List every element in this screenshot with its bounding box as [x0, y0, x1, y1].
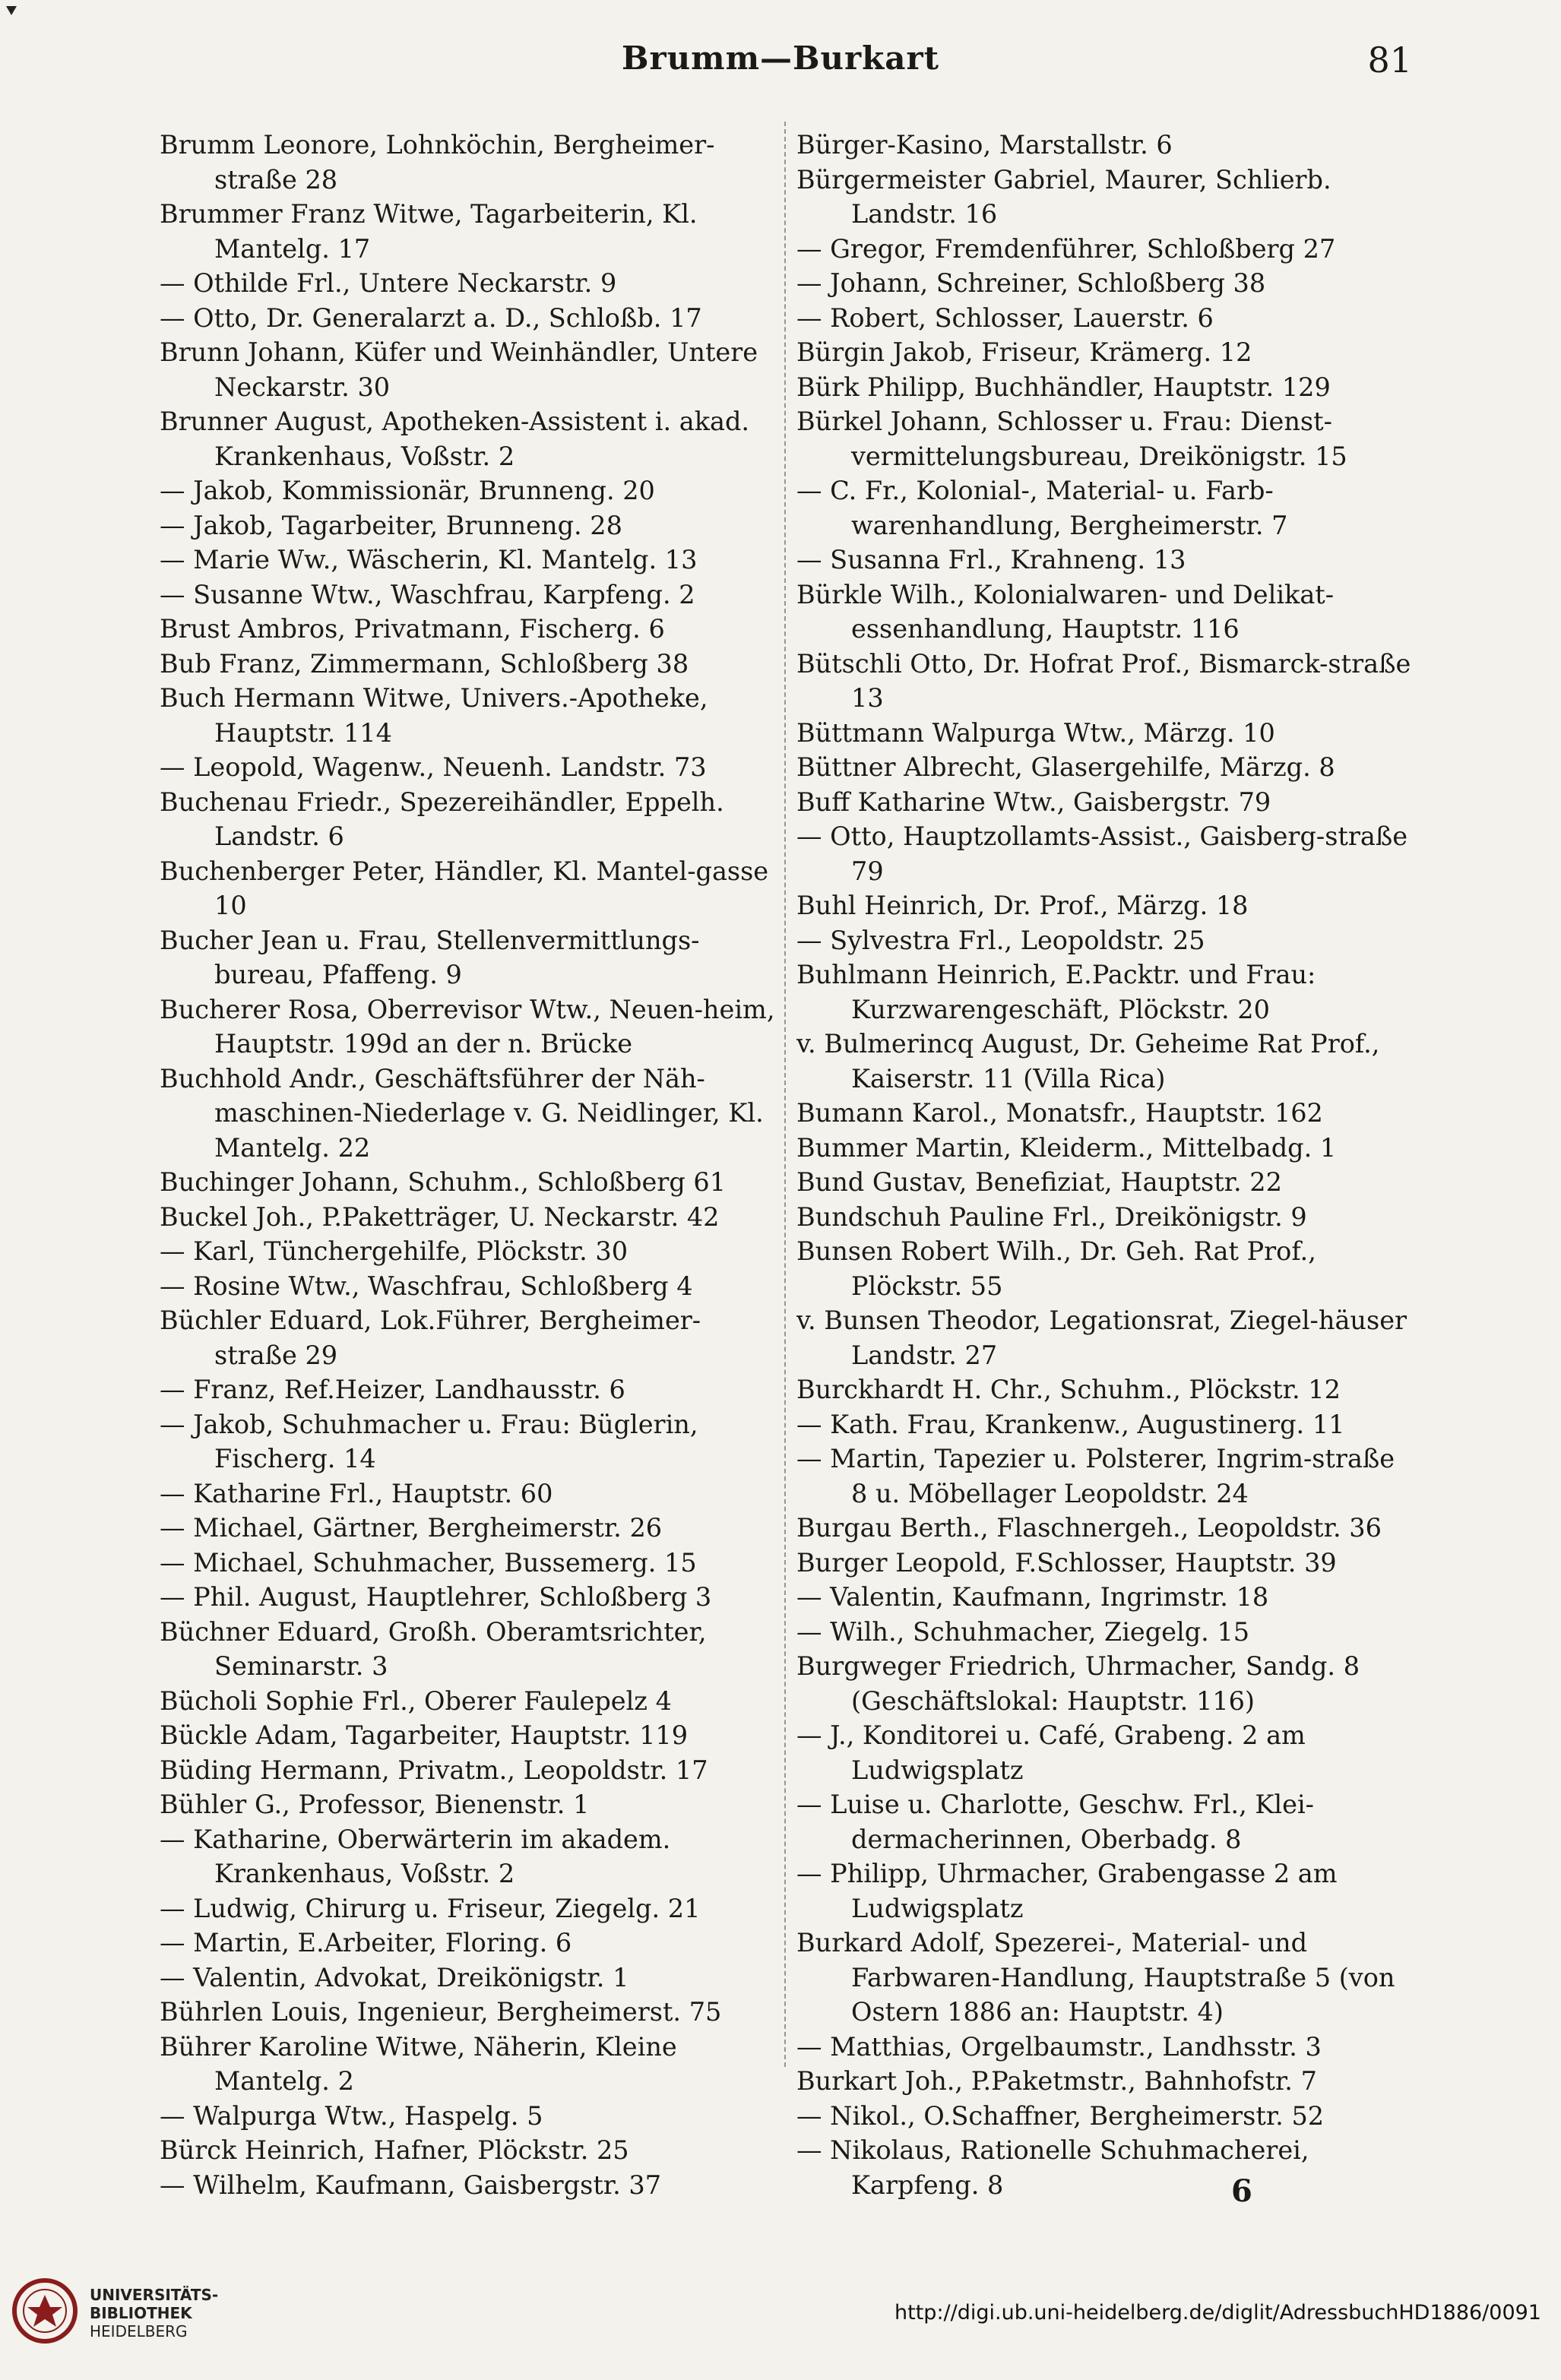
logo-line-1: UNIVERSITÄTS- — [90, 2286, 219, 2304]
directory-entry: — Rosine Wtw., Waschfrau, Schloßberg 4 — [160, 1271, 693, 1301]
page-number: 81 — [1367, 40, 1412, 81]
page-footer — [0, 2258, 1561, 2380]
directory-entry: — Leopold, Wagenw., Neuenh. Landstr. 73 — [160, 752, 707, 782]
directory-entry: Büttmann Walpurga Wtw., Märzg. 10 — [796, 717, 1275, 748]
directory-entry: — Michael, Schuhmacher, Bussemerg. 15 — [160, 1547, 697, 1578]
directory-entry: — Otto, Dr. Generalarzt a. D., Schloßb. 17 — [160, 302, 702, 333]
directory-entry: — Karl, Tünchergehilfe, Plöckstr. 30 — [160, 1236, 629, 1266]
directory-entry: — J., Konditorei u. Café, Grabeng. 2 am Ludwigsplatz — [796, 1720, 1306, 1785]
directory-entry: Buchenberger Peter, Händler, Kl. Mantel-gasse 10 — [160, 856, 769, 920]
directory-entry: — Franz, Ref.Heizer, Landhausstr. 6 — [160, 1375, 625, 1404]
directory-entry: Buff Katharine Wtw., Gaisbergstr. 79 — [796, 786, 1271, 817]
directory-entry: — Gregor, Fremdenführer, Schloßberg 27 — [796, 233, 1336, 264]
directory-entry: Bückle Adam, Tagarbeiter, Hauptstr. 119 — [160, 1720, 689, 1750]
directory-entry: Büchner Eduard, Großh. Oberamtsrichter, Seminarstr. 3 — [160, 1616, 707, 1681]
directory-entry: — Otto, Hauptzollamts-Assist., Gaisberg-straße 79 — [796, 821, 1408, 886]
directory-entry: Burkart Joh., P.Paketmstr., Bahnhofstr. 7 — [796, 2066, 1317, 2096]
directory-entry: — Martin, Tapezier u. Polsterer, Ingrim-straße 8 u. Möbellager Leopoldstr. 24 — [796, 1444, 1395, 1508]
directory-entry: Buhl Heinrich, Dr. Prof., Märzg. 18 — [796, 891, 1249, 920]
directory-entry: — Matthias, Orgelbaumstr., Landhsstr. 3 — [796, 2031, 1322, 2062]
logo-line-2: BIBLIOTHEK — [90, 2304, 192, 2322]
logo-line-3: HEIDELBERG — [90, 2322, 188, 2340]
directory-entry: Brunner August, Apotheken-Assistent i. akad. Krankenhaus, Voßstr. 2 — [160, 407, 750, 471]
directory-entry: — Othilde Frl., Untere Neckarstr. 9 — [160, 268, 617, 298]
right-column — [796, 128, 1412, 2255]
directory-entry: Bucher Jean u. Frau, Stellenvermittlungs-bureau, Pfaffeng. 9 — [160, 925, 700, 989]
directory-entry: Burckhardt H. Chr., Schuhm., Plöckstr. 12 — [796, 1375, 1341, 1404]
directory-entry: — Wilhelm, Kaufmann, Gaisbergstr. 37 — [160, 2170, 662, 2200]
directory-entry: — Marie Ww., Wäscherin, Kl. Mantelg. 13 — [160, 545, 698, 574]
page-header — [0, 40, 1561, 85]
directory-entry: — C. Fr., Kolonial-, Material- u. Farb-warenhandlung, Bergheimerstr. 7 — [796, 476, 1288, 540]
directory-entry: Bürkle Wilh., Kolonialwaren- und Delikat-essenhandlung, Hauptstr. 116 — [796, 579, 1335, 644]
directory-entry: — Susanna Frl., Krahneng. 13 — [796, 545, 1186, 574]
directory-entry: — Ludwig, Chirurg u. Friseur, Ziegelg. 21 — [160, 1893, 701, 1923]
directory-entry: — Jakob, Schuhmacher u. Frau: Büglerin, Fischerg. 14 — [160, 1409, 698, 1473]
directory-entry: Bumann Karol., Monatsfr., Hauptstr. 162 — [796, 1098, 1323, 1128]
library-logo-text — [90, 2286, 218, 2340]
university-seal-icon — [11, 2277, 79, 2345]
directory-entry: Buch Hermann Witwe, Univers.-Apotheke, Hauptstr. 114 — [160, 683, 708, 748]
directory-entry: — Wilh., Schuhmacher, Ziegelg. 15 — [796, 1616, 1250, 1647]
directory-entry: Burgau Berth., Flaschnergeh., Leopoldstr. 36 — [796, 1513, 1382, 1543]
signature-mark: 6 — [1231, 2173, 1252, 2209]
directory-entry: Buchinger Johann, Schuhm., Schloßberg 61 — [160, 1167, 727, 1197]
directory-entry: Bürger-Kasino, Marstallstr. 6 — [796, 130, 1173, 160]
directory-entry: Bucherer Rosa, Oberrevisor Wtw., Neuen-heim, Hauptstr. 199d an der n. Brücke — [160, 994, 775, 1059]
source-url-link[interactable]: http://digi.ub.uni-heidelberg.de/diglit/AdressbuchHD1886/0091 — [894, 2301, 1541, 2325]
directory-entry: Büding Hermann, Privatm., Leopoldstr. 17 — [160, 1755, 708, 1785]
directory-entry: — Michael, Gärtner, Bergheimerstr. 26 — [160, 1513, 663, 1543]
directory-entry: Brunn Johann, Küfer und Weinhändler, Untere Neckarstr. 30 — [160, 337, 758, 402]
directory-entry: — Robert, Schlosser, Lauerstr. 6 — [796, 302, 1214, 333]
directory-entry: Bürgermeister Gabriel, Maurer, Schlierb. Landstr. 16 — [796, 164, 1331, 229]
directory-entry: Bummer Martin, Kleiderm., Mittelbadg. 1 — [796, 1132, 1337, 1163]
directory-entry: — Katharine, Oberwärterin im akadem. Krankenhaus, Voßstr. 2 — [160, 1824, 671, 1888]
directory-entry: — Susanne Wtw., Waschfrau, Karpfeng. 2 — [160, 579, 695, 609]
directory-entry: — Philipp, Uhrmacher, Grabengasse 2 am Ludwigsplatz — [796, 1859, 1338, 1923]
left-column — [160, 128, 775, 2255]
directory-entry: Bundschuh Pauline Frl., Dreikönigstr. 9 — [796, 1201, 1307, 1232]
directory-entry: — Phil. August, Hauptlehrer, Schloßberg 3 — [160, 1582, 712, 1612]
directory-entry: Bürgin Jakob, Friseur, Krämerg. 12 — [796, 337, 1252, 367]
directory-entry: Brumm Leonore, Lohnköchin, Bergheimer-straße 28 — [160, 130, 715, 195]
directory-entry: Bücholi Sophie Frl., Oberer Faulepelz 4 — [160, 1685, 672, 1716]
directory-entry: Bührlen Louis, Ingenieur, Bergheimerst. 75 — [160, 1997, 722, 2027]
directory-entry: — Sylvestra Frl., Leopoldstr. 25 — [796, 925, 1205, 955]
directory-entry: — Nikol., O.Schaffner, Bergheimerstr. 52 — [796, 2100, 1325, 2131]
directory-entry: — Martin, E.Arbeiter, Floring. 6 — [160, 1928, 572, 1957]
directory-entry: Burkard Adolf, Spezerei-, Material- und Farbwaren-Handlung, Hauptstraße 5 (von Ostern 1886 an: Hauptstr. 4) — [796, 1928, 1395, 2027]
directory-entry: — Luise u. Charlotte, Geschw. Frl., Klei-dermacherinnen, Oberbadg. 8 — [796, 1790, 1314, 1854]
directory-entry: v. Bulmerincq August, Dr. Geheime Rat Prof., Kaiserstr. 11 (Villa Rica) — [796, 1029, 1380, 1093]
directory-entry: Büttner Albrecht, Glasergehilfe, Märzg. 8 — [796, 752, 1335, 782]
directory-entry: Bunsen Robert Wilh., Dr. Geh. Rat Prof., Plöckstr. 55 — [796, 1236, 1316, 1301]
directory-entry: Buckel Joh., P.Paketträger, U. Neckarstr. 42 — [160, 1201, 720, 1232]
directory-entry: Bührer Karoline Witwe, Näherin, Kleine Mantelg. 2 — [160, 2031, 677, 2096]
directory-entry: — Katharine Frl., Hauptstr. 60 — [160, 1478, 553, 1508]
directory-entry: Bütschli Otto, Dr. Hofrat Prof., Bismarck-straße 13 — [796, 648, 1411, 713]
directory-entry: Bürck Heinrich, Hafner, Plöckstr. 25 — [160, 2135, 629, 2165]
directory-entry: v. Bunsen Theodor, Legationsrat, Ziegel-häuser Landstr. 27 — [796, 1306, 1407, 1370]
directory-entry: Bürk Philipp, Buchhändler, Hauptstr. 129 — [796, 372, 1331, 402]
directory-entry: — Nikolaus, Rationelle Schuhmacherei, Karpfeng. 8 — [796, 2135, 1309, 2200]
directory-entry: Brummer Franz Witwe, Tagarbeiterin, Kl. Mantelg. 17 — [160, 199, 698, 264]
directory-entry: — Jakob, Tagarbeiter, Brunneng. 28 — [160, 510, 622, 540]
directory-entry: Bund Gustav, Benefiziat, Hauptstr. 22 — [796, 1167, 1282, 1197]
directory-entry: Bühler G., Professor, Bienenstr. 1 — [160, 1790, 590, 1819]
directory-entry: Buhlmann Heinrich, E.Packtr. und Frau: Kurzwarengeschäft, Plöckstr. 20 — [796, 960, 1316, 1024]
directory-entry: — Kath. Frau, Krankenw., Augustinerg. 11 — [796, 1409, 1345, 1439]
directory-entry: Büchler Eduard, Lok.Führer, Bergheimer-straße 29 — [160, 1306, 701, 1370]
directory-entry: — Valentin, Kaufmann, Ingrimstr. 18 — [796, 1582, 1269, 1612]
directory-entry: Bub Franz, Zimmermann, Schloßberg 38 — [160, 648, 689, 679]
directory-entry: Burgweger Friedrich, Uhrmacher, Sandg. 8 (Geschäftslokal: Hauptstr. 116) — [796, 1651, 1360, 1716]
directory-entry: — Johann, Schreiner, Schloßberg 38 — [796, 268, 1266, 298]
running-title: Brumm—Burkart — [621, 40, 940, 77]
directory-entry: Brust Ambros, Privatmann, Fischerg. 6 — [160, 614, 665, 644]
corner-triangle-mark — [6, 6, 17, 15]
directory-entry: — Walpurga Wtw., Haspelg. 5 — [160, 2100, 543, 2131]
directory-entry: Burger Leopold, F.Schlosser, Hauptstr. 39 — [796, 1547, 1337, 1578]
directory-entry: Buchenau Friedr., Spezereihändler, Eppelh. Landstr. 6 — [160, 786, 724, 851]
directory-entry: Buchhold Andr., Geschäftsführer der Näh-maschinen-Niederlage v. G. Neidlinger, Kl. Mantelg. 22 — [160, 1063, 764, 1163]
directory-entry: — Jakob, Kommissionär, Brunneng. 20 — [160, 476, 655, 505]
directory-entry: — Valentin, Advokat, Dreikönigstr. 1 — [160, 1962, 629, 1992]
column-divider — [784, 122, 786, 2067]
directory-entry: Bürkel Johann, Schlosser u. Frau: Dienst-vermittelungsbureau, Dreikönigstr. 15 — [796, 407, 1347, 471]
